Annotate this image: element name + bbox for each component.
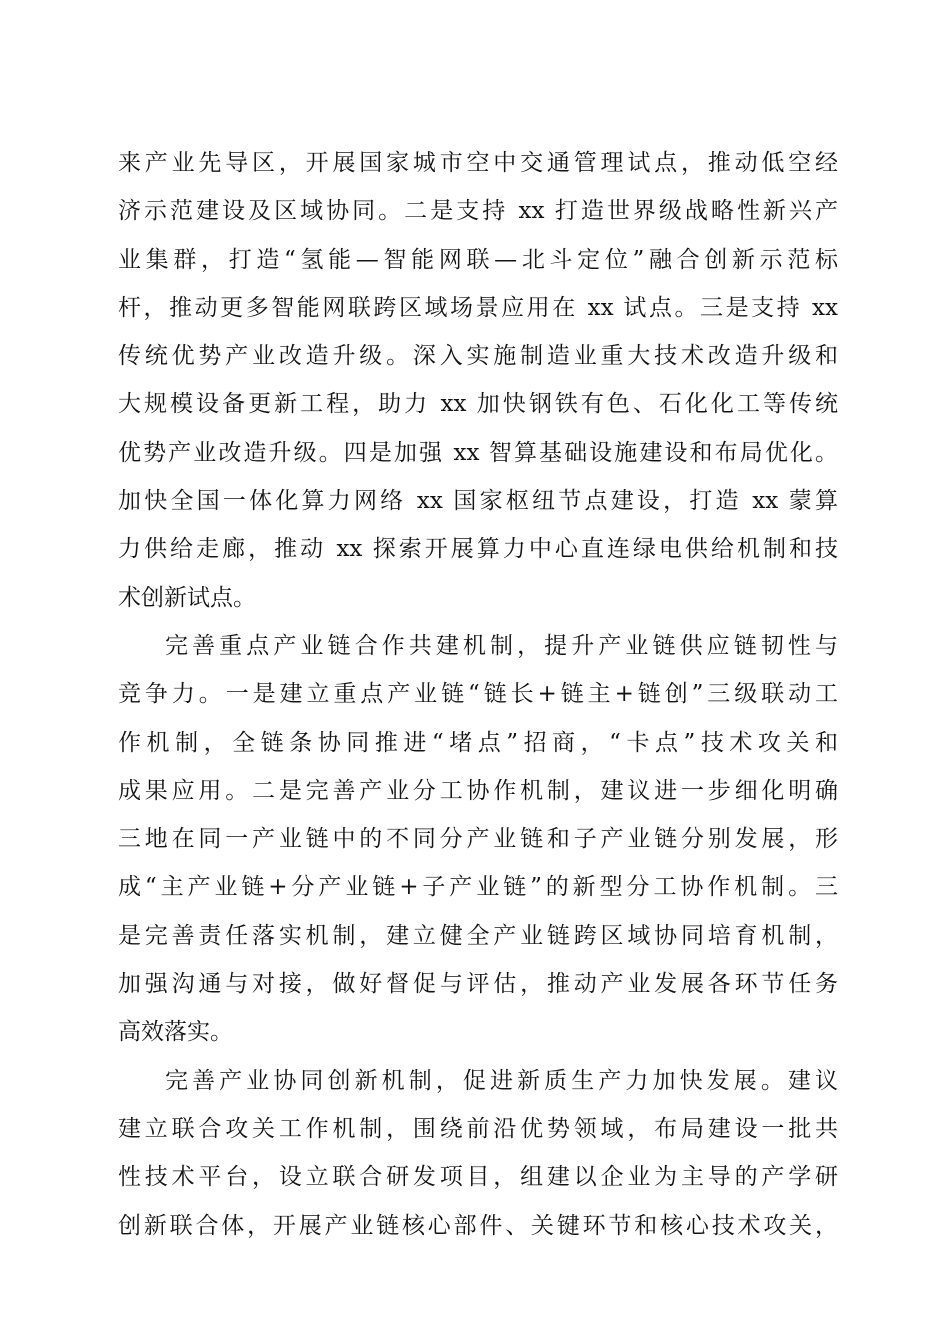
text-line: 成果应用。二是完善产业分工协作机制，建议进一步细化明确 [118,777,838,804]
text-line: 高效落实。 [118,1019,233,1046]
document-body [118,139,838,1250]
text-line: 三地在同一产业链中的不同分产业链和子产业链分别发展，形 [118,826,838,853]
text-line: 大规模设备更新工程，助力 xx 加快钢铁有色、石化化工等传统 [118,391,838,418]
paragraph-first-line: 完善重点产业链合作共建机制，提升产业链供应链韧性与 [165,632,838,659]
text-line: 济示范建设及区域协同。二是支持 xx 打造世界级战略性新兴产 [118,198,838,225]
text-line: 性技术平台，设立联合研发项目，组建以企业为主导的产学研 [118,1164,838,1191]
text-line: 业集群，打造“氢能—智能网联—北斗定位”融合创新示范标 [118,246,838,273]
paragraph-first-line: 完善产业协同创新机制，促进新质生产力加快发展。建议 [165,1067,838,1094]
text-line: 传统优势产业改造升级。深入实施制造业重大技术改造升级和 [118,343,838,370]
text-line: 力供给走廊，推动 xx 探索开展算力中心直连绿电供给机制和技 [118,536,838,563]
text-line: 杆，推动更多智能网联跨区域场景应用在 xx 试点。三是支持 xx [118,294,838,321]
text-line: 是完善责任落实机制，建立健全产业链跨区域协同培育机制， [118,922,838,949]
text-line: 竞争力。一是建立重点产业链“链长+链主+链创”三级联动工 [118,681,838,708]
text-line: 加快全国一体化算力网络 xx 国家枢纽节点建设，打造 xx 蒙算 [118,488,838,515]
text-line: 优势产业改造升级。四是加强 xx 智算基础设施建设和布局优化。 [118,439,838,466]
text-line: 来产业先导区，开展国家城市空中交通管理试点，推动低空经 [118,150,838,176]
text-line: 建立联合攻关工作机制，围绕前沿优势领域，布局建设一批共 [118,1115,838,1142]
text-line: 加强沟通与对接，做好督促与评估，推动产业发展各环节任务 [118,971,838,998]
text-line: 成“主产业链+分产业链+子产业链”的新型分工协作机制。三 [118,874,838,901]
text-line: 术创新试点。 [118,584,256,611]
text-line: 作机制，全链条协同推进“堵点”招商，“卡点”技术攻关和 [118,729,838,756]
text-line: 创新联合体，开展产业链核心部件、关键环节和核心技术攻关， [118,1212,838,1239]
